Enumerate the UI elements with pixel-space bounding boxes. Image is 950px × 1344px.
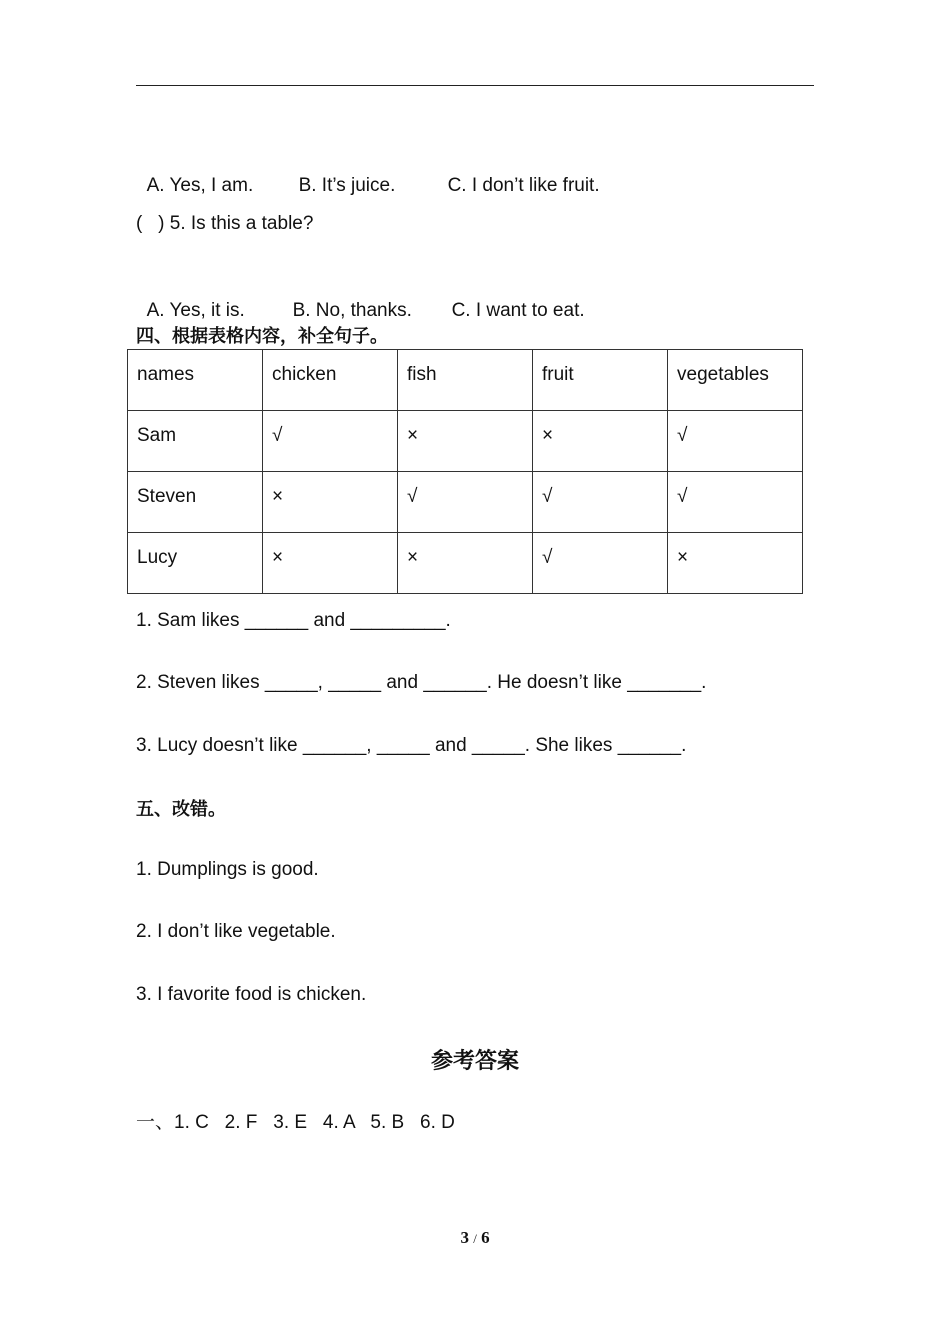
table-cell: ×	[398, 533, 533, 594]
header-cell: fish	[398, 350, 533, 411]
correction-item-2: 2. I don’t like vegetable.	[136, 921, 336, 942]
table-cell: ×	[398, 411, 533, 472]
total-pages: 6	[481, 1228, 490, 1247]
q4-option-b: B. It’s juice.	[298, 175, 396, 196]
q4-option-a: A. Yes, I am.	[146, 175, 254, 196]
q5-text: 5. Is this a table?	[169, 213, 314, 234]
table-cell: √	[398, 472, 533, 533]
correction-item-1: 1. Dumplings is good.	[136, 859, 319, 880]
q5-option-c: C. I want to eat.	[451, 300, 585, 321]
correction-item-3: 3. I favorite food is chicken.	[136, 984, 367, 1005]
q4-options	[136, 150, 600, 198]
section4-heading: 四、根据表格内容，补全句子。	[136, 326, 388, 346]
header-cell: vegetables	[668, 350, 803, 411]
header-cell: chicken	[263, 350, 398, 411]
current-page: 3	[460, 1228, 469, 1247]
q5-option-b: B. No, thanks.	[292, 300, 412, 321]
section5-heading: 五、改错。	[136, 799, 226, 819]
q5-option-a: A. Yes, it is.	[146, 300, 245, 321]
q5-question	[136, 212, 313, 236]
table-cell: ×	[263, 472, 398, 533]
table-cell: Sam	[128, 411, 263, 472]
header-cell: fruit	[533, 350, 668, 411]
table-cell: √	[533, 533, 668, 594]
header-rule	[136, 85, 814, 86]
fill-sentence-2: 2. Steven likes _____, _____ and ______. He doesn’t like _______.	[136, 672, 707, 693]
table-cell: √	[668, 411, 803, 472]
table-cell: ×	[668, 533, 803, 594]
table-cell: √	[263, 411, 398, 472]
table-cell: √	[668, 472, 803, 533]
table-cell: √	[533, 472, 668, 533]
answer-key-title: 参考答案	[430, 1048, 519, 1073]
header-cell: names	[128, 350, 263, 411]
table-row	[128, 411, 803, 472]
table-cell: ×	[533, 411, 668, 472]
fill-sentence-1: 1. Sam likes ______ and _________.	[136, 610, 451, 631]
food-preference-table	[127, 349, 803, 594]
table-cell: Steven	[128, 472, 263, 533]
q5-options	[136, 275, 585, 323]
table-cell: ×	[263, 533, 398, 594]
page-number	[0, 1228, 950, 1248]
q4-option-c: C. I don’t like fruit.	[447, 175, 600, 196]
answer-line-1: 一、1. C 2. F 3. E 4. A 5. B 6. D	[136, 1112, 455, 1133]
table-row	[128, 472, 803, 533]
table-header-row	[128, 350, 803, 411]
q5-bracket: ( )	[136, 213, 170, 234]
table-cell: Lucy	[128, 533, 263, 594]
table-row	[128, 533, 803, 594]
fill-sentence-3: 3. Lucy doesn’t like ______, _____ and _____. She likes ______.	[136, 735, 687, 756]
page-separator: /	[473, 1231, 477, 1246]
